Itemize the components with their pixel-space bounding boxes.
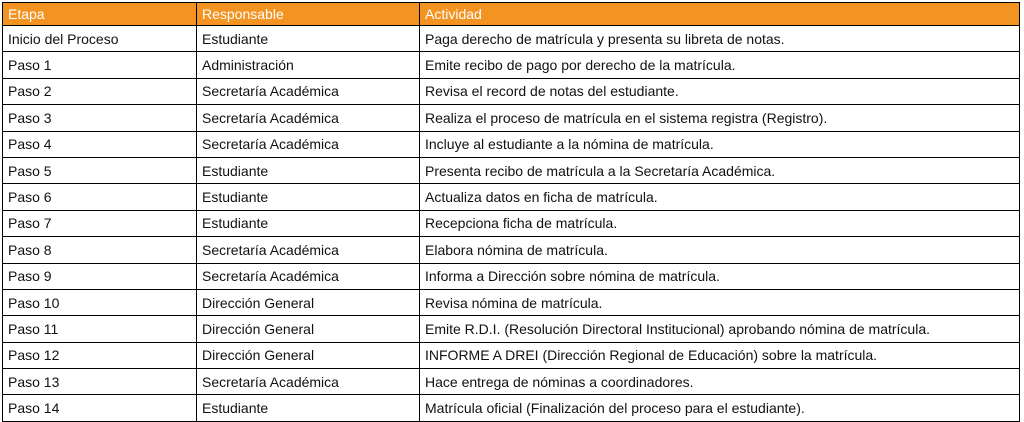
column-header-etapa: Etapa <box>3 3 197 26</box>
table-row <box>3 316 1020 342</box>
cell-etapa: Paso 12 <box>3 342 197 368</box>
cell-actividad: Revisa nómina de matrícula. <box>420 289 1020 315</box>
cell-actividad: Revisa el record de notas del estudiante. <box>420 78 1020 104</box>
table-row <box>3 263 1020 289</box>
cell-actividad: Recepciona ficha de matrícula. <box>420 210 1020 236</box>
cell-actividad: Realiza el proceso de matrícula en el sistema registra (Registro). <box>420 105 1020 131</box>
cell-actividad: Emite recibo de pago por derecho de la matrícula. <box>420 52 1020 78</box>
cell-etapa: Paso 14 <box>3 395 197 421</box>
header-row <box>3 3 1020 26</box>
table-row <box>3 210 1020 236</box>
cell-actividad: Actualiza datos en ficha de matrícula. <box>420 184 1020 210</box>
cell-etapa: Paso 11 <box>3 316 197 342</box>
table-row <box>3 237 1020 263</box>
cell-etapa: Paso 3 <box>3 105 197 131</box>
cell-actividad: Paga derecho de matrícula y presenta su libreta de notas. <box>420 26 1020 52</box>
cell-responsable: Secretaría Académica <box>197 237 420 263</box>
table-row <box>3 289 1020 315</box>
cell-actividad: Emite R.D.I. (Resolución Directoral Institucional) aprobando nómina de matrícula. <box>420 316 1020 342</box>
cell-actividad: Hace entrega de nóminas a coordinadores. <box>420 369 1020 395</box>
cell-etapa: Paso 9 <box>3 263 197 289</box>
cell-responsable: Estudiante <box>197 210 420 236</box>
cell-actividad: Incluye al estudiante a la nómina de matrícula. <box>420 131 1020 157</box>
table-row <box>3 184 1020 210</box>
cell-actividad: Elabora nómina de matrícula. <box>420 237 1020 263</box>
cell-responsable: Dirección General <box>197 289 420 315</box>
cell-etapa: Paso 7 <box>3 210 197 236</box>
cell-actividad: Presenta recibo de matrícula a la Secretaría Académica. <box>420 157 1020 183</box>
table-row <box>3 52 1020 78</box>
cell-responsable: Administración <box>197 52 420 78</box>
cell-etapa: Paso 6 <box>3 184 197 210</box>
column-header-actividad: Actividad <box>420 3 1020 26</box>
cell-responsable: Dirección General <box>197 342 420 368</box>
cell-etapa: Inicio del Proceso <box>3 26 197 52</box>
cell-responsable: Secretaría Académica <box>197 78 420 104</box>
table-row <box>3 105 1020 131</box>
table-row <box>3 342 1020 368</box>
cell-responsable: Dirección General <box>197 316 420 342</box>
cell-responsable: Secretaría Académica <box>197 105 420 131</box>
cell-etapa: Paso 13 <box>3 369 197 395</box>
cell-etapa: Paso 2 <box>3 78 197 104</box>
cell-etapa: Paso 10 <box>3 289 197 315</box>
cell-responsable: Secretaría Académica <box>197 263 420 289</box>
table-row <box>3 369 1020 395</box>
cell-etapa: Paso 5 <box>3 157 197 183</box>
cell-responsable: Estudiante <box>197 184 420 210</box>
cell-responsable: Secretaría Académica <box>197 131 420 157</box>
cell-responsable: Estudiante <box>197 157 420 183</box>
cell-actividad: INFORME A DREI (Dirección Regional de Educación) sobre la matrícula. <box>420 342 1020 368</box>
column-header-responsable: Responsable <box>197 3 420 26</box>
cell-responsable: Secretaría Académica <box>197 369 420 395</box>
cell-etapa: Paso 8 <box>3 237 197 263</box>
cell-actividad: Informa a Dirección sobre nómina de matrícula. <box>420 263 1020 289</box>
table-header <box>3 3 1020 26</box>
cell-etapa: Paso 1 <box>3 52 197 78</box>
table-row <box>3 26 1020 52</box>
table-row <box>3 157 1020 183</box>
table-body <box>3 26 1020 422</box>
cell-etapa: Paso 4 <box>3 131 197 157</box>
cell-actividad: Matrícula oficial (Finalización del proceso para el estudiante). <box>420 395 1020 421</box>
table-row <box>3 395 1020 421</box>
table-row <box>3 78 1020 104</box>
cell-responsable: Estudiante <box>197 26 420 52</box>
process-table <box>2 2 1020 422</box>
table-row <box>3 131 1020 157</box>
cell-responsable: Estudiante <box>197 395 420 421</box>
